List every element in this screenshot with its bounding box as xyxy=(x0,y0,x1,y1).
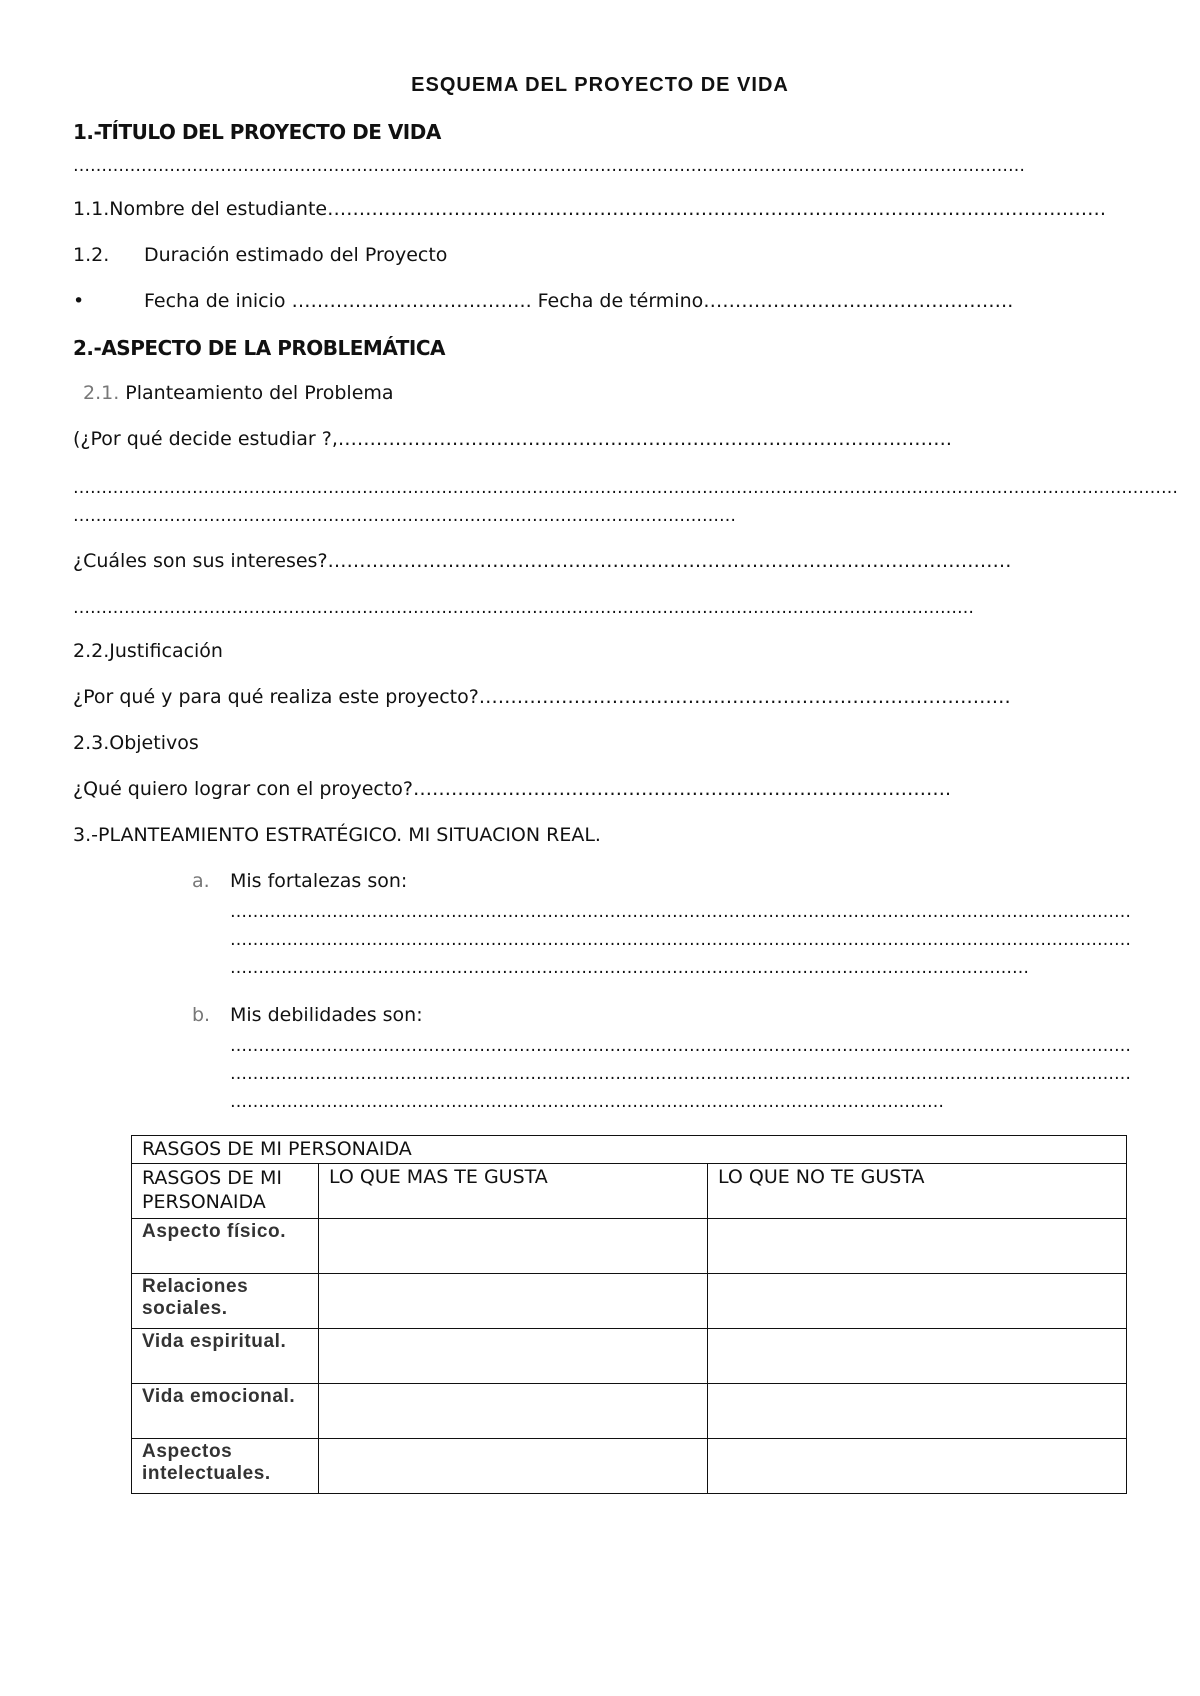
row-label-intellectual: Aspectos intelectuales. xyxy=(132,1439,319,1494)
duration-label: Duración estimado del Proyecto xyxy=(144,244,448,266)
cell-likes[interactable] xyxy=(319,1219,708,1274)
weaknesses-line: …………………………………………………………………………………………………………………………………………… xyxy=(230,1064,1131,1084)
table-row xyxy=(132,1274,1127,1329)
personality-traits-table xyxy=(131,1135,1127,1494)
strengths-line: …………………………………………………………………………………………………………………………………………… xyxy=(230,930,1131,950)
cell-likes[interactable] xyxy=(319,1439,708,1494)
row-label-physical: Aspecto físico. xyxy=(132,1219,319,1274)
student-name-line: 1.1.Nombre del estudiante…………………………………………………………………………………………………………… xyxy=(73,198,1107,220)
answer-line: …………………………………………………………………………………………………………………………………………… xyxy=(73,598,974,618)
cell-likes[interactable] xyxy=(319,1384,708,1439)
section-2-1-number: 2.1. xyxy=(83,382,120,404)
question-justification: ¿Por qué y para qué realiza este proyecto?………………………………………………………………………… xyxy=(73,686,1011,708)
table-caption: RASGOS DE MI PERSONAIDA xyxy=(132,1136,1127,1164)
cell-dislikes[interactable] xyxy=(708,1439,1127,1494)
cell-dislikes[interactable] xyxy=(708,1329,1127,1384)
weaknesses-label: Mis debilidades son: xyxy=(230,1004,423,1026)
column-header-likes: LO QUE MAS TE GUSTA xyxy=(319,1164,708,1219)
question-interests: ¿Cuáles son sus intereses?……………………………………………………………………………………………… xyxy=(73,550,1012,572)
section-1-heading: 1.-TÍTULO DEL PROYECTO DE VIDA xyxy=(73,120,441,144)
list-letter-a: a. xyxy=(192,870,210,892)
column-header-dislikes: LO QUE NO TE GUSTA xyxy=(708,1164,1127,1219)
dates-line: Fecha de inicio ……………………………….. Fecha de término…………………………………………. xyxy=(144,290,1014,312)
strengths-label: Mis fortalezas son: xyxy=(230,870,408,892)
cell-likes[interactable] xyxy=(319,1274,708,1329)
table-row xyxy=(132,1219,1127,1274)
answer-line: …………………………………………………………………………………………………………………………………………………………………………… xyxy=(73,478,1178,498)
strengths-line: …………………………………………………………………………………………………………………………… xyxy=(230,958,1029,978)
problem-statement-label: Planteamiento del Problema xyxy=(119,382,394,404)
section-1-2-number: 1.2. xyxy=(73,244,110,266)
table-row xyxy=(132,1384,1127,1439)
cell-dislikes[interactable] xyxy=(708,1384,1127,1439)
section-2-heading: 2.-ASPECTO DE LA PROBLEMÁTICA xyxy=(73,336,445,360)
document-title: ESQUEMA DEL PROYECTO DE VIDA xyxy=(411,74,789,96)
table-row xyxy=(132,1439,1127,1494)
row-label-social: Relaciones sociales. xyxy=(132,1274,319,1329)
column-header-traits: RASGOS DE MI PERSONAIDA xyxy=(132,1164,319,1219)
question-why-study: (¿Por qué decide estudiar ?,……………………………………………………………………………………. xyxy=(73,428,952,450)
weaknesses-line: …………………………………………………………………………………………………………………………………………… xyxy=(230,1036,1131,1056)
question-objectives: ¿Qué quiero lograr con el proyecto?…………………………………………………………………………. xyxy=(73,778,952,800)
cell-dislikes[interactable] xyxy=(708,1274,1127,1329)
cell-dislikes[interactable] xyxy=(708,1219,1127,1274)
section-2-2-heading: 2.2.Justificación xyxy=(73,640,223,662)
list-letter-b: b. xyxy=(192,1004,211,1026)
strengths-line: …………………………………………………………………………………………………………………………………………… xyxy=(230,902,1131,922)
section-2-3-heading: 2.3.Objetivos xyxy=(73,732,199,754)
answer-line: ……………………………………………………………………………………………………… xyxy=(73,506,736,526)
section-1-dotted-line: …………………………………………………………………………………………………………………………………………………… xyxy=(73,156,1025,176)
cell-likes[interactable] xyxy=(319,1329,708,1384)
weaknesses-line: ……………………………………………………………………………………………………………… xyxy=(230,1092,944,1112)
section-3-heading: 3.-PLANTEAMIENTO ESTRATÉGICO. MI SITUACION REAL. xyxy=(73,824,601,846)
table-row xyxy=(132,1329,1127,1384)
row-label-emotional: Vida emocional. xyxy=(132,1384,319,1439)
bullet-icon: • xyxy=(73,290,85,312)
row-label-spiritual: Vida espiritual. xyxy=(132,1329,319,1384)
